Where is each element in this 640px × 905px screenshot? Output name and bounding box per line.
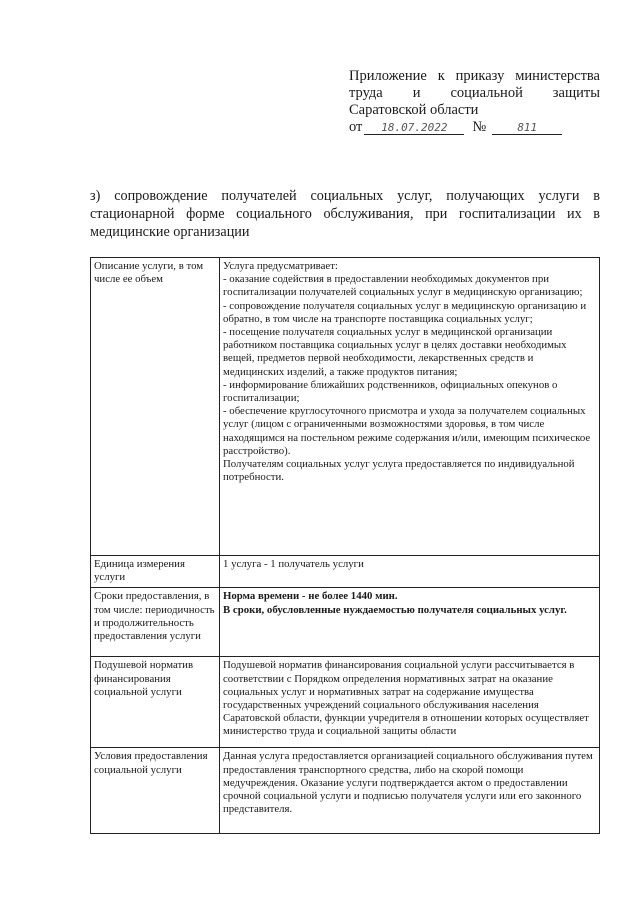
from-label: от: [349, 119, 363, 135]
row-label: Сроки предоставления, в том числе: периодичность и продолжительность предоставления услуги: [91, 588, 220, 657]
content-line: Норма времени - не более 1440 мин.: [223, 590, 398, 603]
content-line: Подушевой норматив финансирования социальной услуги рассчитывается в соответствии с Порядком определения нормативных затрат на оказание социальных услуг и нормативных затрат на содержание имущества государственных учреждений социального обслуживания населения Саратовской области, функции учредителя в отношении которых осуществляет министерство труда и социальной защиты области: [223, 659, 589, 738]
content-line: Получателям социальных услуг услуга предоставляется по индивидуальной потребности.: [223, 458, 575, 484]
service-table: [90, 257, 600, 834]
intro-paragraph: з) сопровождение получателей социальных услуг, получающих услуги в стационарной форме социального обслуживания, при госпитализации их в медицинские организации: [90, 188, 600, 240]
row-label: Описание услуги, в том числе ее объем: [91, 258, 220, 556]
content-line: - информирование ближайших родственников, официальных опекунов о госпитализации;: [223, 378, 558, 405]
number-label: №: [472, 119, 487, 135]
content-line: - оказание содействия в предоставлении необходимых документов при госпитализации получателей социальных услуг в медицинскую организацию;: [223, 273, 583, 299]
appendix-line-3: Саратовской области: [349, 102, 479, 118]
table-row: [91, 588, 600, 657]
appendix-line-2: труда и социальной защиты: [349, 85, 600, 101]
row-label: Единица измерения услуги: [91, 556, 220, 588]
content-line: В сроки, обусловленные нуждаемостью получателя социальных услуг.: [223, 603, 567, 616]
content-line: - обеспечение круглосуточного присмотра и ухода за получателем социальных услуг (лицом с ограниченными возможностями здоровья, в том числе находящимся на постельном режиме содержания и/или, имеющим психическое расстройство).: [223, 405, 591, 457]
row-label: Условия предоставления социальной услуги: [91, 748, 220, 834]
row-content: [220, 657, 600, 748]
row-content: [220, 748, 600, 834]
appendix-line-1: Приложение к приказу министерства: [349, 68, 600, 84]
table-row: [91, 657, 600, 748]
date-value: 18.07.2022: [364, 121, 464, 135]
table-row: [91, 258, 600, 556]
content-line: - посещение получателя социальных услуг в медицинской организации работником поставщика социальных услуг в целях доставки необходимых вещей, предметов первой необходимости, лекарственных средств и медицинских изделий, а также продуктов питания;: [223, 326, 567, 378]
table-row: [91, 556, 600, 588]
content-line: Услуга предусматривает:: [223, 260, 338, 272]
row-content: [220, 556, 600, 588]
row-content: [220, 258, 600, 556]
row-content: [220, 588, 600, 657]
appendix-date-number: [349, 119, 600, 136]
row-label: Подушевой норматив финансирования социальной услуги: [91, 657, 220, 748]
table-row: [91, 748, 600, 834]
content-line: 1 услуга - 1 получатель услуги: [223, 558, 364, 570]
number-value: 811: [492, 121, 562, 135]
appendix-header: [349, 68, 600, 136]
content-line: - сопровождение получателя социальных услуг в медицинскую организацию и обратно, в том числе на транспорте поставщика социальных услуг;: [223, 299, 587, 325]
content-line: Данная услуга предоставляется организацией социального обслуживания путем предоставления транспортного средства, либо на скорой помощи медучреждения. Оказание услуги подтверждается актом о предоставлении срочной социальной услуги и подписью получателя услуги или его законного представителя.: [223, 750, 593, 816]
